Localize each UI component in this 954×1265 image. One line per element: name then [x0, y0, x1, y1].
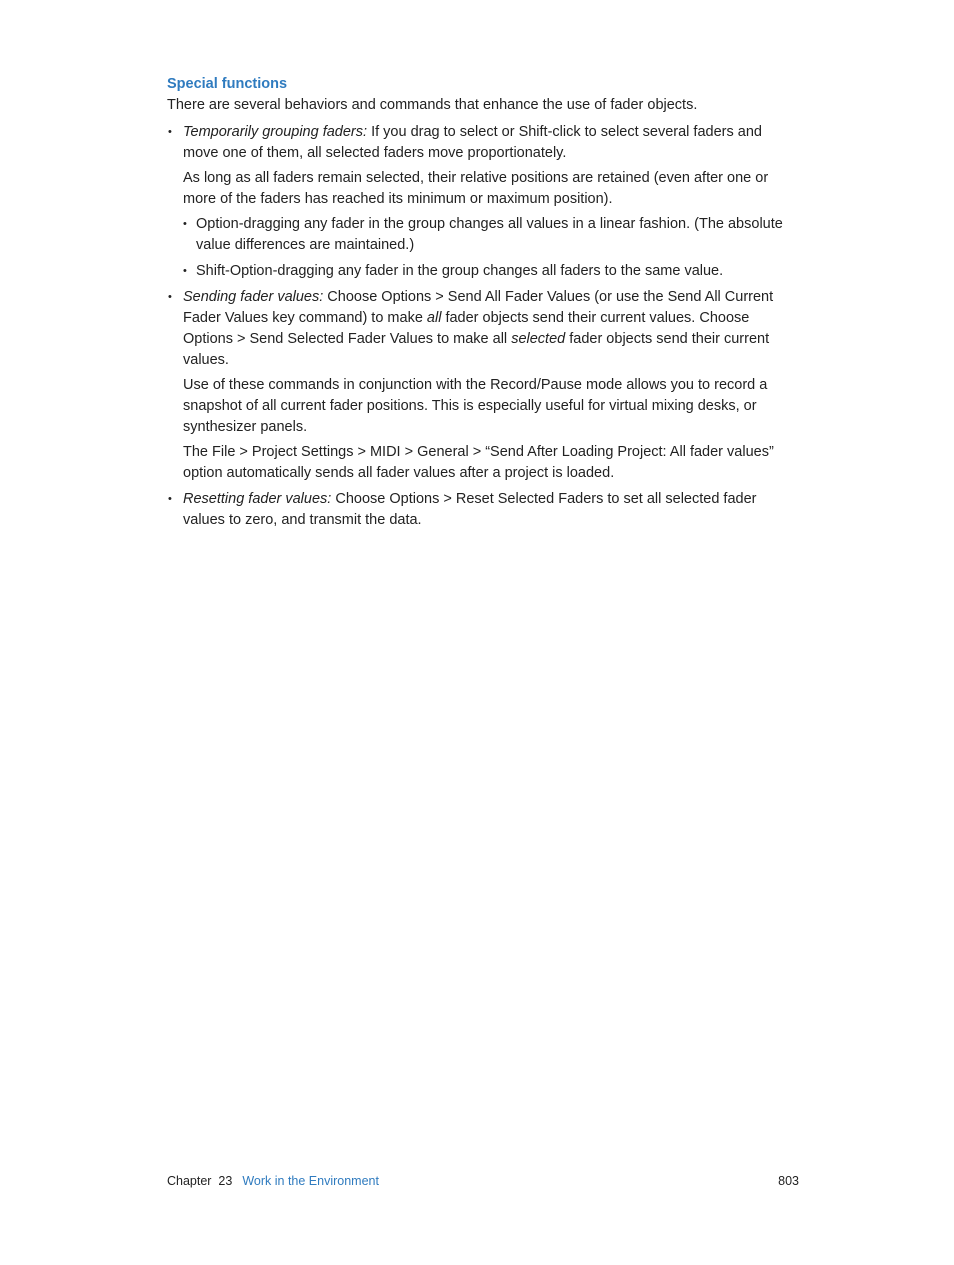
- chapter-title-link[interactable]: Work in the Environment: [242, 1174, 379, 1188]
- bullet-paragraph-2: As long as all faders remain selected, their relative positions are retained (even after one or more of the faders has reached its minimum or maximum position).: [183, 170, 769, 207]
- bullet-text: If you drag to select or Shift-click to select several faders and move one of them, all selected faders move proportionately.: [183, 124, 762, 161]
- bullet-paragraph: [183, 489, 799, 531]
- bullet-text: fader objects send their current values. Choose Options > Send Selected Fader Values to make all: [183, 310, 750, 347]
- chapter-number: Chapter 23: [167, 1174, 233, 1188]
- page-footer: [167, 1172, 799, 1190]
- bullet-paragraph: [183, 122, 799, 164]
- sub-bullet-item: • Option-dragging any fader in the group changes all values in a linear fashion. (The absolute value differences are maintained.): [183, 214, 799, 256]
- sub-bullet-item: • Shift-Option-dragging any fader in the group changes all faders to the same value.: [183, 261, 799, 282]
- bullet-paragraph-3: The File > Project Settings > MIDI > General > “Send After Loading Project: All fader values” option automatically sends all fader values after a project is loaded.: [183, 444, 774, 481]
- term-label: Resetting fader values:: [183, 491, 332, 507]
- bullet-list: [167, 122, 799, 531]
- emphasis-all: all: [426, 310, 442, 326]
- term-label: Temporarily grouping faders:: [183, 124, 368, 140]
- term-label: Sending fader values:: [183, 289, 324, 305]
- bullet-paragraph: [183, 287, 799, 371]
- bullet-resetting-fader-values: [167, 489, 799, 531]
- bullet-text: Choose Options > Send All Fader Values (or use the Send All Current Fader Values key command) to make: [183, 289, 774, 326]
- page-content: [167, 74, 799, 536]
- bullet-text: Choose Options > Reset Selected Faders to set all selected fader values to zero, and transmit the data.: [183, 491, 757, 528]
- section-heading: Special functions: [167, 76, 288, 92]
- bullet-paragraph-2: Use of these commands in conjunction with the Record/Pause mode allows you to record a snapshot of all current fader positions. This is especially useful for virtual mixing desks, or synthesizer panels.: [183, 377, 768, 435]
- bullet-sending-fader-values: [167, 287, 799, 484]
- bullet-grouping-faders: [167, 122, 799, 282]
- intro-paragraph: There are several behaviors and commands that enhance the use of fader objects.: [167, 97, 698, 113]
- page-number: 803: [778, 1174, 799, 1188]
- sub-bullet-list: [183, 214, 799, 282]
- bullet-text: fader objects send their current values.: [183, 331, 770, 368]
- emphasis-selected: selected: [511, 331, 566, 347]
